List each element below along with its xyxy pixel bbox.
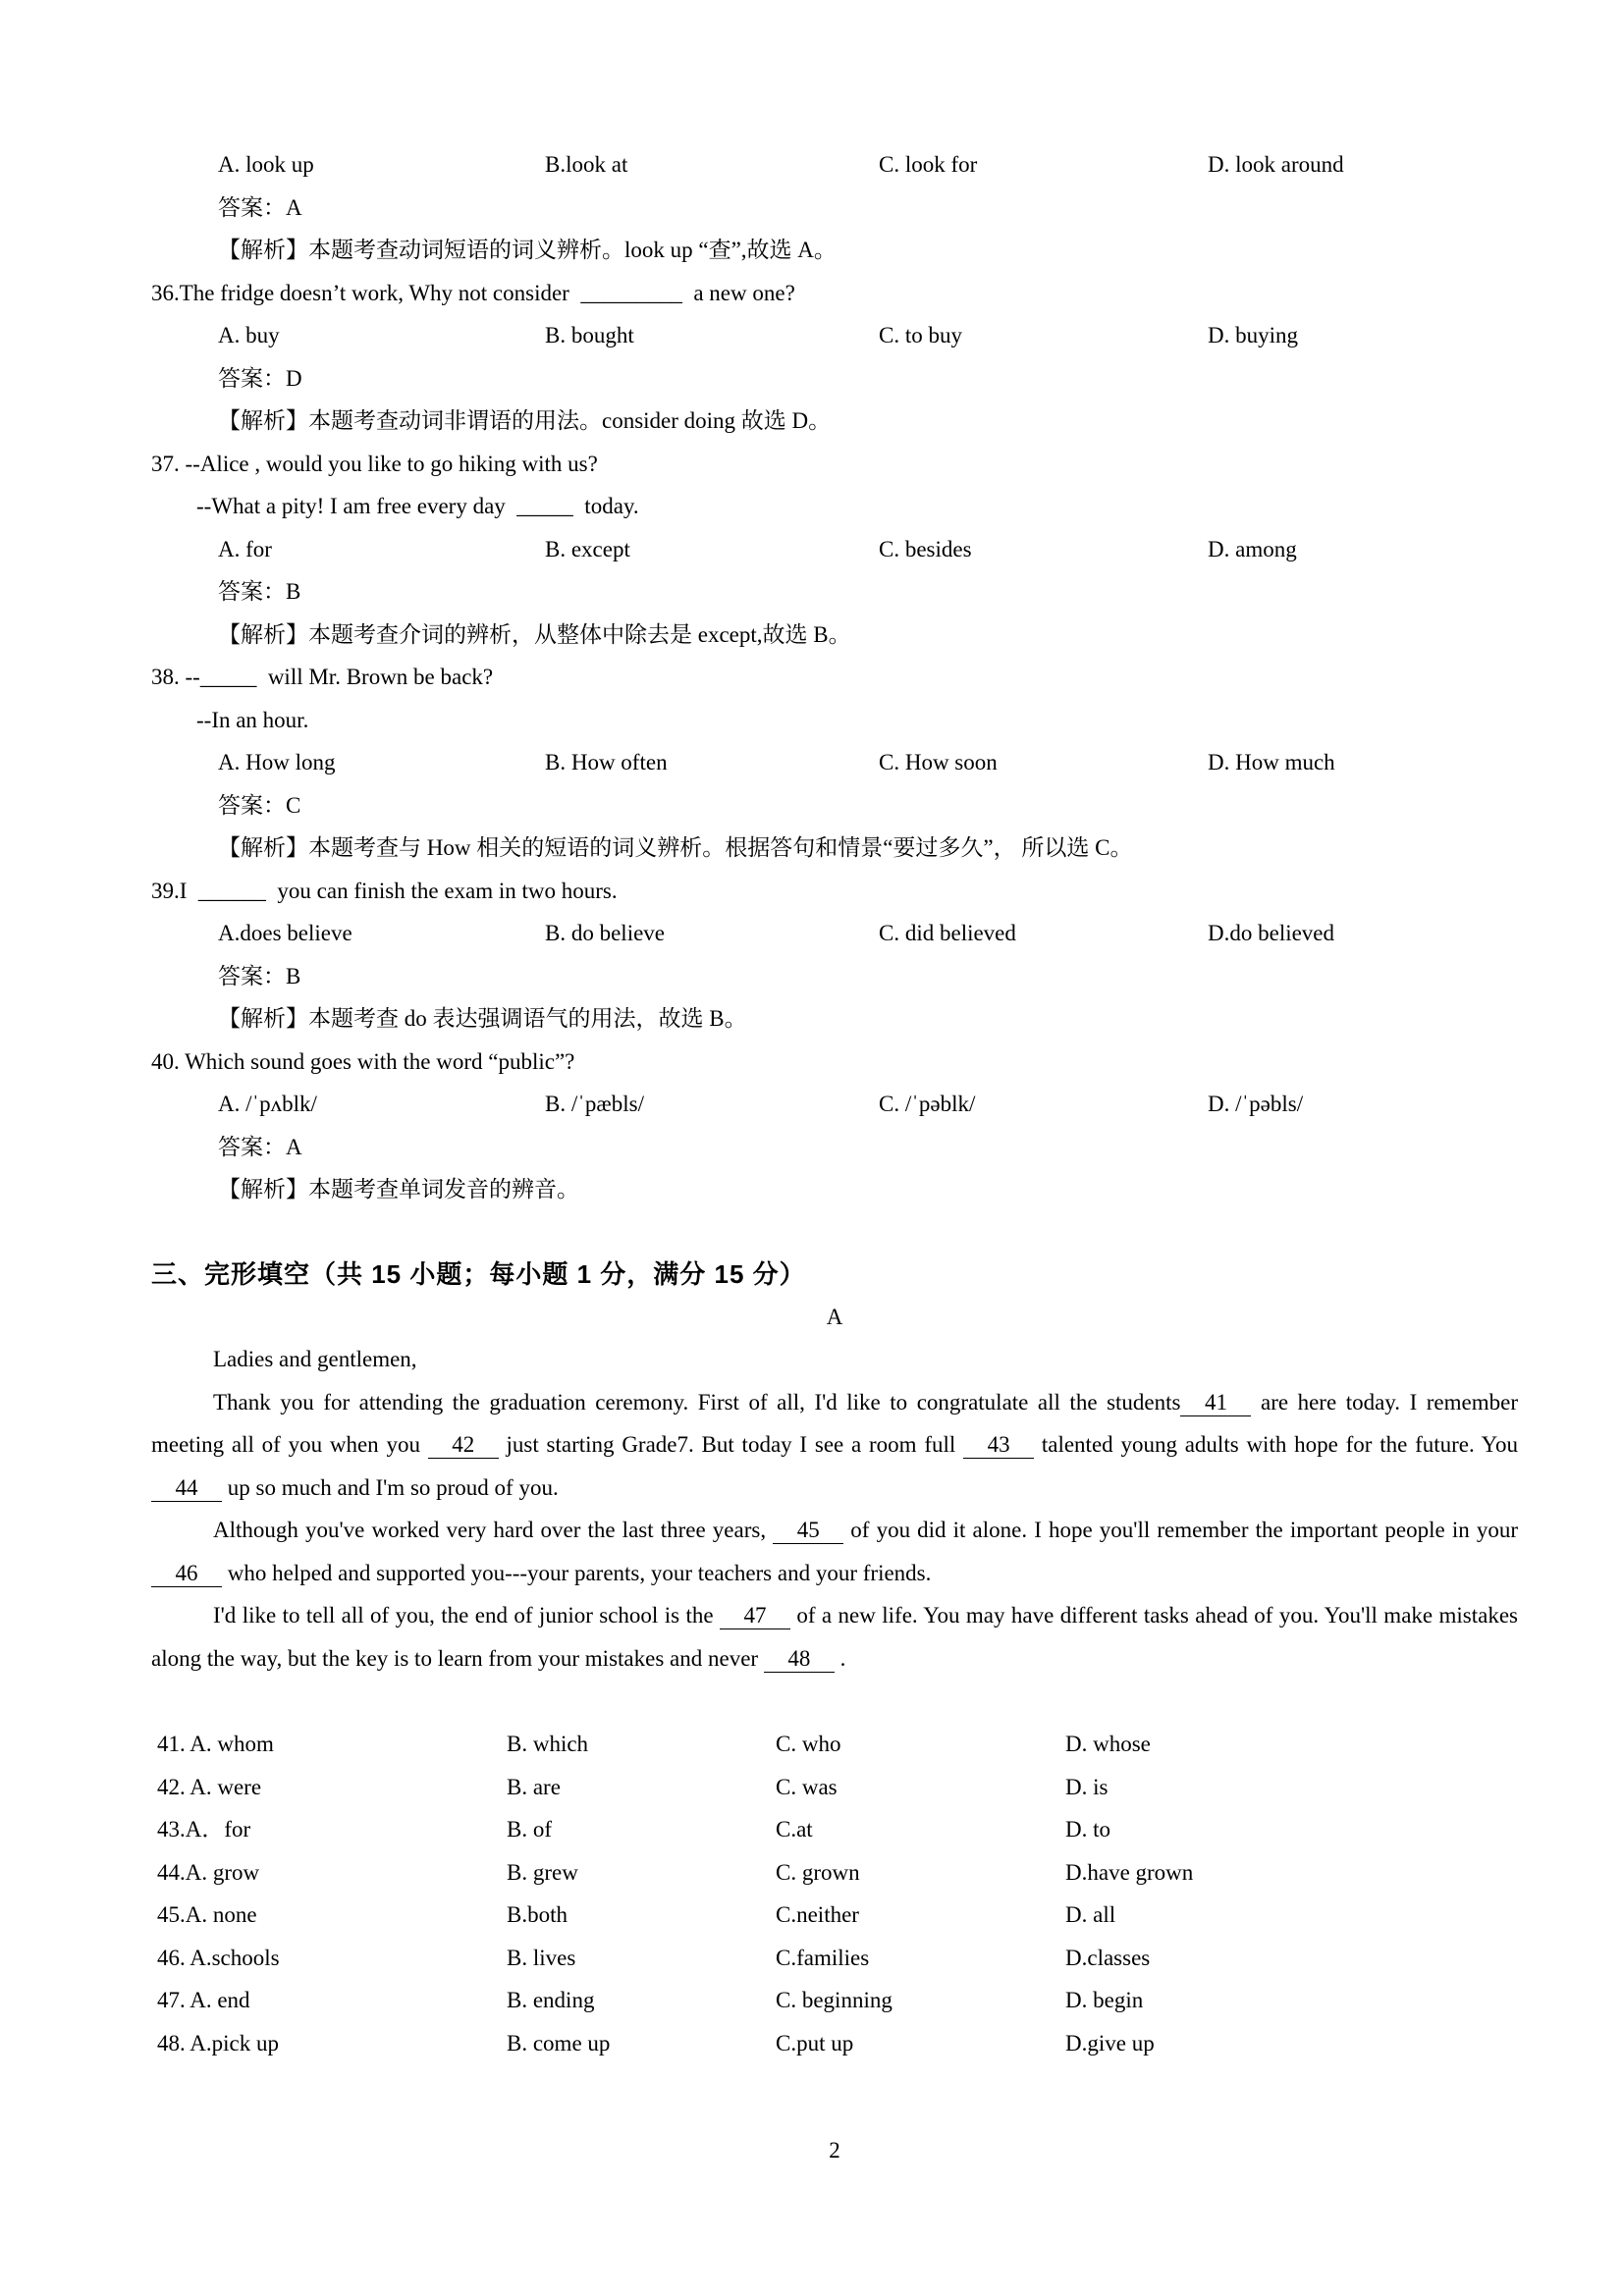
cloze-blank-42: 42 (428, 1432, 499, 1459)
passage-text: talented young adults with hope for the future. You (1034, 1432, 1518, 1457)
answer-line: 答案：A (218, 194, 302, 220)
passage-part-label: A (826, 1304, 843, 1329)
option-a: A.does believe (218, 921, 352, 945)
passage-paragraph-2 (151, 1509, 1518, 1594)
passage-text: who helped and supported you---your parents, your teachers and your friends. (222, 1560, 932, 1585)
question-37 (151, 443, 1518, 657)
analysis-line: 【解析】本题考查介词的辨析，从整体中除去是 except,故选 B。 (218, 621, 851, 647)
option-b: B. are (507, 1774, 561, 1799)
answer-line: 答案：B (218, 963, 301, 988)
option-b: B. do believe (545, 921, 665, 945)
option-a: A. How long (218, 750, 336, 774)
option-a: A. /ˈpʌblk/ (218, 1092, 317, 1116)
analysis-line: 【解析】本题考查动词短语的词义辨析。look up “查”,故选 A。 (218, 238, 837, 262)
passage-text: I'd like to tell all of you, the end of junior school is the (213, 1603, 720, 1628)
option-d: D. all (1065, 1902, 1116, 1927)
passage-text: just starting Grade7. But today I see a room full (498, 1432, 964, 1457)
answer-line: 答案：D (218, 365, 302, 391)
analysis-line: 【解析】本题考查动词非谓语的用法。consider doing 故选 D。 (218, 408, 832, 433)
cloze-option-row-44 (151, 1851, 1518, 1895)
option-b: B. which (507, 1732, 589, 1756)
option-d: D. How much (1208, 750, 1335, 774)
option-c: C. besides (879, 536, 972, 561)
option-a: 48. A.pick up (157, 2030, 279, 2056)
passage-text: are here today. I remember meeting all of you when you (151, 1389, 1518, 1457)
option-d: D.do believed (1208, 921, 1335, 945)
option-b: B.look at (545, 152, 628, 177)
analysis-line: 【解析】本题考查单词发音的辨音。 (218, 1177, 579, 1201)
question-36 (151, 272, 1518, 443)
question-stem: 37. --Alice , would you like to go hiking with us? (151, 451, 598, 476)
question-stem-reply: --What a pity! I am free every day _____ today. (196, 494, 639, 518)
option-a: 45.A. none (157, 1902, 257, 1927)
option-c: C. look for (879, 152, 978, 177)
option-c: C. was (776, 1774, 838, 1799)
option-c: C. /ˈpəblk/ (879, 1092, 976, 1116)
passage-salutation: Ladies and gentlemen, (213, 1347, 417, 1371)
cloze-blank-46: 46 (151, 1561, 222, 1587)
option-a: 44.A. grow (157, 1859, 260, 1885)
passage-text: Although you've worked very hard over the last three years, (213, 1518, 774, 1542)
option-d: D. begin (1065, 1988, 1144, 2012)
option-d: D. is (1065, 1774, 1109, 1799)
cloze-option-row-41 (151, 1723, 1518, 1766)
options-row (151, 143, 1518, 187)
option-c: C. to buy (879, 323, 962, 347)
analysis-line: 【解析】本题考查 do 表达强调语气的用法，故选 B。 (218, 1006, 747, 1031)
options-row (151, 528, 1518, 571)
option-b: B. ending (507, 1988, 595, 2012)
passage-text: Thank you for attending the graduation ceremony. First of all, I'd like to congratulate all the students (213, 1389, 1181, 1415)
cloze-options-table (151, 1723, 1518, 2064)
cloze-blank-48: 48 (764, 1646, 835, 1673)
passage-text: up so much and I'm so proud of you. (222, 1474, 559, 1500)
cloze-blank-41: 41 (1180, 1390, 1251, 1416)
answer-line: 答案：B (218, 579, 301, 604)
option-b: B. /ˈpæbls/ (545, 1092, 644, 1116)
option-a: A. for (218, 536, 272, 561)
cloze-option-row-46 (151, 1937, 1518, 1980)
option-d: D.have grown (1065, 1859, 1194, 1885)
option-c: C. beginning (776, 1988, 893, 2012)
answer-line: 答案：C (218, 792, 301, 818)
cloze-blank-43: 43 (963, 1432, 1034, 1459)
option-c: C.neither (776, 1902, 859, 1927)
option-b: B. except (545, 536, 630, 561)
option-a: 41. A. whom (157, 1732, 274, 1756)
question-stem: 36.The fridge doesn’t work, Why not consider _________ a new one? (151, 280, 795, 305)
option-c: C.at (776, 1817, 813, 1842)
page-number: 2 (829, 2138, 840, 2163)
question-stem: 38. --_____ will Mr. Brown be back? (151, 665, 494, 689)
passage-text: of a new life. You may have different tasks ahead of you. You'll make mistakes along the way, but the key is to learn from your mistakes and never (151, 1603, 1518, 1671)
option-b: B. lives (507, 1945, 576, 1970)
option-c: C. did believed (879, 921, 1016, 945)
option-c: C.families (776, 1945, 870, 1970)
option-d: D.classes (1065, 1945, 1151, 1970)
option-c: C.put up (776, 2030, 854, 2056)
option-a: A. look up (218, 152, 314, 177)
option-d: D. whose (1065, 1732, 1151, 1756)
option-b: B. How often (545, 750, 668, 774)
cloze-blank-47: 47 (720, 1603, 790, 1629)
passage-text: of you did it alone. I hope you'll remember the important people in your (843, 1518, 1518, 1542)
option-a: A. buy (218, 323, 280, 347)
question-stem: 40. Which sound goes with the word “public”? (151, 1048, 575, 1074)
options-row (151, 1083, 1518, 1126)
option-b: B. come up (507, 2030, 611, 2056)
question-35 (151, 143, 1518, 272)
option-d: D. buying (1208, 323, 1298, 347)
cloze-option-row-48 (151, 2022, 1518, 2065)
option-a: 43.A．for (157, 1817, 251, 1842)
passage-paragraph-1 (151, 1381, 1518, 1510)
analysis-line: 【解析】本题考查与 How 相关的短语的词义辨析。根据答句和情景“要过多久”， 所以选 C。 (218, 835, 1133, 860)
section-title: 三、完形填空（共 15 小题；每小题 1 分，满分 15 分） (151, 1258, 806, 1289)
option-c: C. grown (776, 1859, 860, 1885)
option-d: D. to (1065, 1817, 1110, 1842)
option-c: C. How soon (879, 750, 998, 774)
option-d: D. /ˈpəbls/ (1208, 1092, 1304, 1116)
option-b: B. of (507, 1817, 552, 1842)
option-b: B.both (507, 1902, 568, 1927)
options-row (151, 314, 1518, 357)
option-c: C. who (776, 1732, 841, 1756)
cloze-option-row-43 (151, 1808, 1518, 1851)
option-b: B. bought (545, 323, 634, 347)
question-stem: 39.I ______ you can finish the exam in two hours. (151, 878, 618, 903)
question-39 (151, 870, 1518, 1041)
option-d: D.give up (1065, 2030, 1155, 2056)
options-row (151, 912, 1518, 955)
answer-line: 答案：A (218, 1134, 302, 1159)
cloze-option-row-45 (151, 1894, 1518, 1937)
question-stem-reply: --In an hour. (196, 707, 309, 732)
question-40 (151, 1041, 1518, 1211)
cloze-blank-44: 44 (151, 1475, 222, 1502)
option-d: D. among (1208, 536, 1297, 561)
options-row (151, 741, 1518, 784)
option-d: D. look around (1208, 152, 1344, 177)
passage-text: . (834, 1645, 846, 1671)
option-b: B. grew (507, 1859, 578, 1885)
option-a: 42. A. were (157, 1774, 262, 1799)
cloze-option-row-42 (151, 1766, 1518, 1809)
question-38 (151, 656, 1518, 870)
passage-paragraph-3 (151, 1594, 1518, 1680)
cloze-blank-45: 45 (773, 1518, 843, 1544)
option-a: 47. A. end (157, 1988, 250, 2012)
cloze-option-row-47 (151, 1979, 1518, 2022)
option-a: 46. A.schools (157, 1945, 280, 1970)
